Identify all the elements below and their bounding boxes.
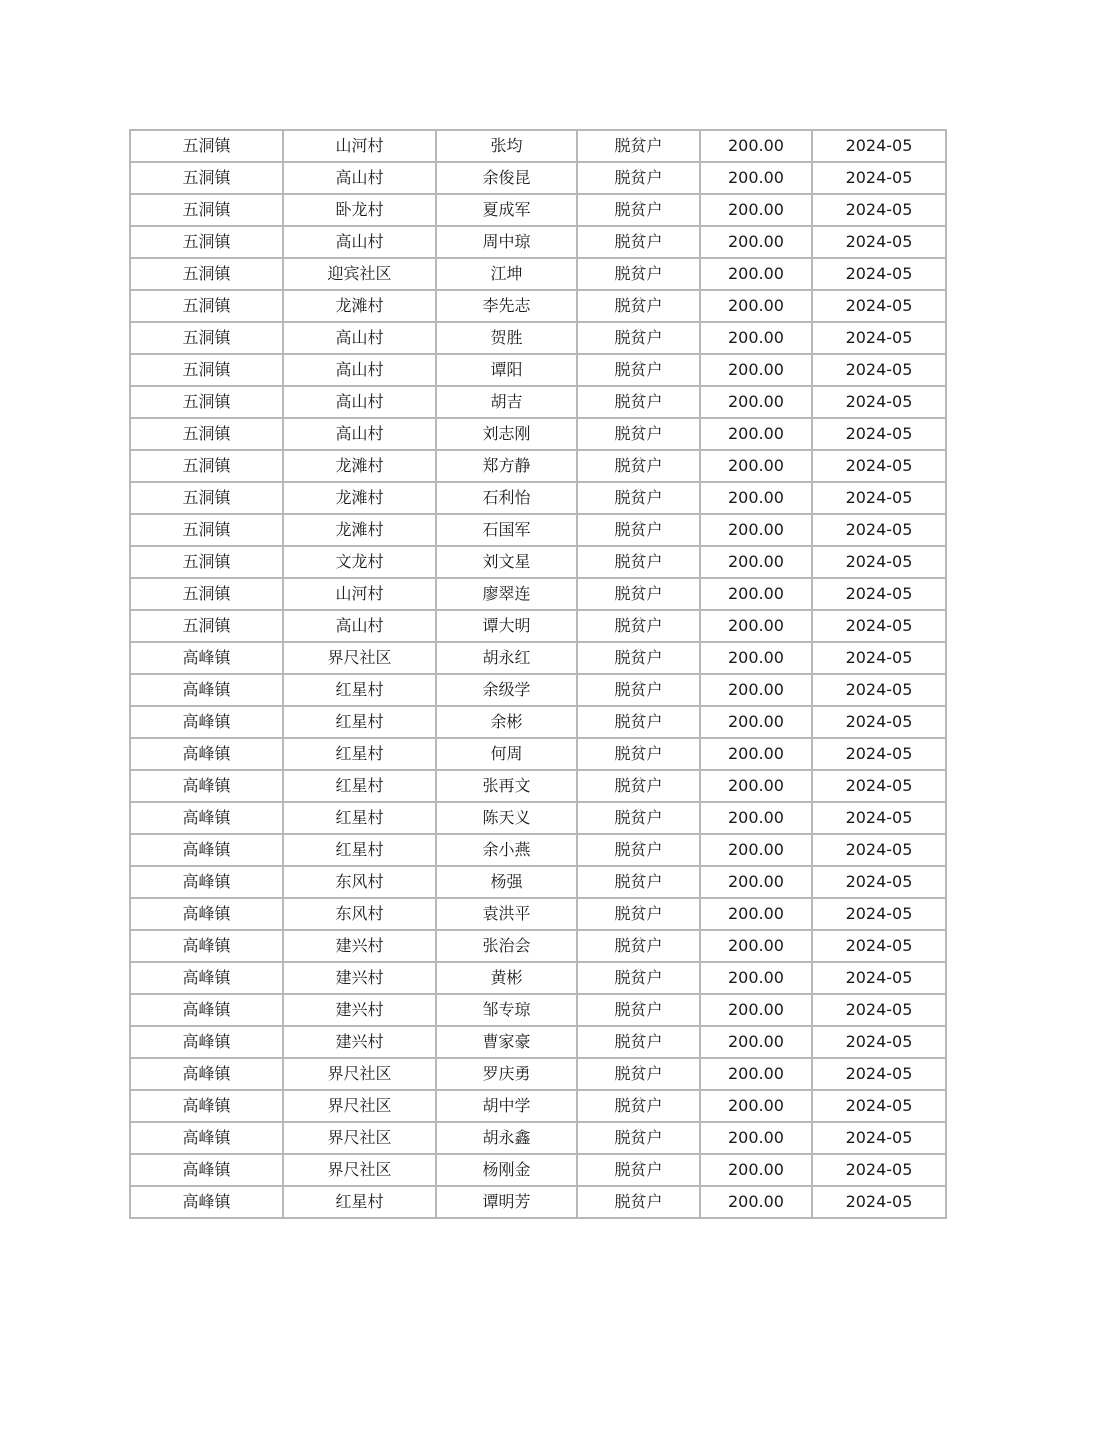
date-cell: 2024-05 [812, 386, 946, 418]
date-cell: 2024-05 [812, 194, 946, 226]
date-cell: 2024-05 [812, 450, 946, 482]
date-cell: 2024-05 [812, 962, 946, 994]
amount-cell: 200.00 [700, 642, 812, 674]
table-row [130, 1090, 946, 1122]
name-cell: 江坤 [436, 258, 577, 290]
village-cell: 界尺社区 [283, 1122, 436, 1154]
date-cell: 2024-05 [812, 610, 946, 642]
table-row [130, 1026, 946, 1058]
date-cell: 2024-05 [812, 770, 946, 802]
household-type-cell: 脱贫户 [577, 194, 700, 226]
village-cell: 红星村 [283, 1186, 436, 1218]
amount-cell: 200.00 [700, 482, 812, 514]
village-cell: 红星村 [283, 738, 436, 770]
name-cell: 郑方静 [436, 450, 577, 482]
date-cell: 2024-05 [812, 1090, 946, 1122]
name-cell: 曹家豪 [436, 1026, 577, 1058]
table-row [130, 322, 946, 354]
table-row [130, 162, 946, 194]
town-cell: 五洞镇 [130, 226, 283, 258]
village-cell: 高山村 [283, 386, 436, 418]
table-row [130, 290, 946, 322]
town-cell: 五洞镇 [130, 450, 283, 482]
amount-cell: 200.00 [700, 354, 812, 386]
date-cell: 2024-05 [812, 898, 946, 930]
town-cell: 高峰镇 [130, 898, 283, 930]
date-cell: 2024-05 [812, 930, 946, 962]
name-cell: 余级学 [436, 674, 577, 706]
amount-cell: 200.00 [700, 866, 812, 898]
amount-cell: 200.00 [700, 1090, 812, 1122]
household-type-cell: 脱贫户 [577, 418, 700, 450]
name-cell: 胡中学 [436, 1090, 577, 1122]
town-cell: 五洞镇 [130, 194, 283, 226]
table-row [130, 418, 946, 450]
date-cell: 2024-05 [812, 994, 946, 1026]
name-cell: 邹专琼 [436, 994, 577, 1026]
amount-cell: 200.00 [700, 610, 812, 642]
name-cell: 贺胜 [436, 322, 577, 354]
table-row [130, 898, 946, 930]
household-type-cell: 脱贫户 [577, 290, 700, 322]
household-type-cell: 脱贫户 [577, 610, 700, 642]
amount-cell: 200.00 [700, 1058, 812, 1090]
village-cell: 高山村 [283, 610, 436, 642]
town-cell: 高峰镇 [130, 930, 283, 962]
records-table [129, 129, 947, 1219]
village-cell: 东风村 [283, 898, 436, 930]
amount-cell: 200.00 [700, 290, 812, 322]
town-cell: 五洞镇 [130, 610, 283, 642]
name-cell: 谭大明 [436, 610, 577, 642]
amount-cell: 200.00 [700, 450, 812, 482]
table-row [130, 578, 946, 610]
town-cell: 五洞镇 [130, 514, 283, 546]
table-row [130, 1122, 946, 1154]
town-cell: 高峰镇 [130, 770, 283, 802]
village-cell: 界尺社区 [283, 642, 436, 674]
table-row [130, 514, 946, 546]
name-cell: 余小燕 [436, 834, 577, 866]
town-cell: 高峰镇 [130, 1090, 283, 1122]
date-cell: 2024-05 [812, 258, 946, 290]
name-cell: 胡永鑫 [436, 1122, 577, 1154]
amount-cell: 200.00 [700, 674, 812, 706]
amount-cell: 200.00 [700, 226, 812, 258]
table-row [130, 994, 946, 1026]
village-cell: 高山村 [283, 322, 436, 354]
town-cell: 高峰镇 [130, 834, 283, 866]
town-cell: 五洞镇 [130, 546, 283, 578]
table-row [130, 866, 946, 898]
date-cell: 2024-05 [812, 1154, 946, 1186]
table-row [130, 1154, 946, 1186]
table-row [130, 194, 946, 226]
amount-cell: 200.00 [700, 322, 812, 354]
household-type-cell: 脱贫户 [577, 898, 700, 930]
date-cell: 2024-05 [812, 290, 946, 322]
name-cell: 杨强 [436, 866, 577, 898]
village-cell: 高山村 [283, 226, 436, 258]
name-cell: 余彬 [436, 706, 577, 738]
household-type-cell: 脱贫户 [577, 482, 700, 514]
household-type-cell: 脱贫户 [577, 130, 700, 162]
date-cell: 2024-05 [812, 674, 946, 706]
household-type-cell: 脱贫户 [577, 162, 700, 194]
household-type-cell: 脱贫户 [577, 866, 700, 898]
village-cell: 龙滩村 [283, 482, 436, 514]
village-cell: 建兴村 [283, 994, 436, 1026]
date-cell: 2024-05 [812, 1186, 946, 1218]
amount-cell: 200.00 [700, 194, 812, 226]
amount-cell: 200.00 [700, 258, 812, 290]
village-cell: 界尺社区 [283, 1090, 436, 1122]
amount-cell: 200.00 [700, 834, 812, 866]
household-type-cell: 脱贫户 [577, 1154, 700, 1186]
date-cell: 2024-05 [812, 354, 946, 386]
household-type-cell: 脱贫户 [577, 802, 700, 834]
household-type-cell: 脱贫户 [577, 1026, 700, 1058]
amount-cell: 200.00 [700, 930, 812, 962]
date-cell: 2024-05 [812, 866, 946, 898]
date-cell: 2024-05 [812, 514, 946, 546]
name-cell: 周中琼 [436, 226, 577, 258]
town-cell: 五洞镇 [130, 578, 283, 610]
household-type-cell: 脱贫户 [577, 770, 700, 802]
town-cell: 高峰镇 [130, 1122, 283, 1154]
village-cell: 红星村 [283, 706, 436, 738]
name-cell: 张治会 [436, 930, 577, 962]
date-cell: 2024-05 [812, 642, 946, 674]
household-type-cell: 脱贫户 [577, 674, 700, 706]
amount-cell: 200.00 [700, 162, 812, 194]
town-cell: 高峰镇 [130, 738, 283, 770]
household-type-cell: 脱贫户 [577, 354, 700, 386]
town-cell: 高峰镇 [130, 674, 283, 706]
household-type-cell: 脱贫户 [577, 834, 700, 866]
household-type-cell: 脱贫户 [577, 1058, 700, 1090]
date-cell: 2024-05 [812, 162, 946, 194]
date-cell: 2024-05 [812, 1058, 946, 1090]
amount-cell: 200.00 [700, 418, 812, 450]
name-cell: 谭阳 [436, 354, 577, 386]
name-cell: 罗庆勇 [436, 1058, 577, 1090]
table-row [130, 450, 946, 482]
town-cell: 五洞镇 [130, 258, 283, 290]
household-type-cell: 脱贫户 [577, 514, 700, 546]
town-cell: 五洞镇 [130, 322, 283, 354]
date-cell: 2024-05 [812, 1122, 946, 1154]
household-type-cell: 脱贫户 [577, 226, 700, 258]
name-cell: 杨刚金 [436, 1154, 577, 1186]
household-type-cell: 脱贫户 [577, 706, 700, 738]
household-type-cell: 脱贫户 [577, 258, 700, 290]
name-cell: 张再文 [436, 770, 577, 802]
table-row [130, 354, 946, 386]
town-cell: 五洞镇 [130, 418, 283, 450]
date-cell: 2024-05 [812, 802, 946, 834]
name-cell: 石利怡 [436, 482, 577, 514]
table-row [130, 706, 946, 738]
household-type-cell: 脱贫户 [577, 962, 700, 994]
table-row [130, 738, 946, 770]
household-type-cell: 脱贫户 [577, 1122, 700, 1154]
records-table-body [130, 130, 946, 1218]
village-cell: 高山村 [283, 354, 436, 386]
table-row [130, 930, 946, 962]
village-cell: 山河村 [283, 578, 436, 610]
name-cell: 夏成军 [436, 194, 577, 226]
village-cell: 界尺社区 [283, 1058, 436, 1090]
table-row [130, 226, 946, 258]
village-cell: 高山村 [283, 162, 436, 194]
town-cell: 高峰镇 [130, 994, 283, 1026]
village-cell: 龙滩村 [283, 450, 436, 482]
table-row [130, 546, 946, 578]
name-cell: 刘志刚 [436, 418, 577, 450]
name-cell: 黄彬 [436, 962, 577, 994]
town-cell: 五洞镇 [130, 130, 283, 162]
table-row [130, 674, 946, 706]
name-cell: 胡永红 [436, 642, 577, 674]
village-cell: 建兴村 [283, 962, 436, 994]
table-row [130, 834, 946, 866]
date-cell: 2024-05 [812, 1026, 946, 1058]
village-cell: 红星村 [283, 802, 436, 834]
town-cell: 五洞镇 [130, 162, 283, 194]
household-type-cell: 脱贫户 [577, 578, 700, 610]
name-cell: 何周 [436, 738, 577, 770]
name-cell: 谭明芳 [436, 1186, 577, 1218]
village-cell: 红星村 [283, 834, 436, 866]
amount-cell: 200.00 [700, 706, 812, 738]
household-type-cell: 脱贫户 [577, 450, 700, 482]
table-row [130, 610, 946, 642]
table-row [130, 1186, 946, 1218]
town-cell: 高峰镇 [130, 962, 283, 994]
village-cell: 龙滩村 [283, 290, 436, 322]
amount-cell: 200.00 [700, 546, 812, 578]
amount-cell: 200.00 [700, 1122, 812, 1154]
amount-cell: 200.00 [700, 770, 812, 802]
name-cell: 张均 [436, 130, 577, 162]
amount-cell: 200.00 [700, 1026, 812, 1058]
name-cell: 刘文星 [436, 546, 577, 578]
date-cell: 2024-05 [812, 226, 946, 258]
town-cell: 高峰镇 [130, 866, 283, 898]
table-row [130, 386, 946, 418]
town-cell: 五洞镇 [130, 354, 283, 386]
date-cell: 2024-05 [812, 578, 946, 610]
table-row [130, 482, 946, 514]
household-type-cell: 脱贫户 [577, 930, 700, 962]
village-cell: 界尺社区 [283, 1154, 436, 1186]
village-cell: 东风村 [283, 866, 436, 898]
amount-cell: 200.00 [700, 962, 812, 994]
household-type-cell: 脱贫户 [577, 322, 700, 354]
date-cell: 2024-05 [812, 482, 946, 514]
household-type-cell: 脱贫户 [577, 1186, 700, 1218]
village-cell: 文龙村 [283, 546, 436, 578]
table-row [130, 642, 946, 674]
village-cell: 建兴村 [283, 930, 436, 962]
village-cell: 迎宾社区 [283, 258, 436, 290]
name-cell: 石国军 [436, 514, 577, 546]
name-cell: 李先志 [436, 290, 577, 322]
village-cell: 红星村 [283, 674, 436, 706]
date-cell: 2024-05 [812, 130, 946, 162]
table-row [130, 962, 946, 994]
town-cell: 高峰镇 [130, 706, 283, 738]
village-cell: 龙滩村 [283, 514, 436, 546]
amount-cell: 200.00 [700, 578, 812, 610]
table-row [130, 770, 946, 802]
household-type-cell: 脱贫户 [577, 738, 700, 770]
date-cell: 2024-05 [812, 546, 946, 578]
date-cell: 2024-05 [812, 322, 946, 354]
amount-cell: 200.00 [700, 130, 812, 162]
amount-cell: 200.00 [700, 386, 812, 418]
town-cell: 高峰镇 [130, 1058, 283, 1090]
town-cell: 五洞镇 [130, 290, 283, 322]
name-cell: 陈天义 [436, 802, 577, 834]
name-cell: 胡吉 [436, 386, 577, 418]
household-type-cell: 脱贫户 [577, 386, 700, 418]
village-cell: 卧龙村 [283, 194, 436, 226]
household-type-cell: 脱贫户 [577, 1090, 700, 1122]
town-cell: 高峰镇 [130, 1026, 283, 1058]
amount-cell: 200.00 [700, 1154, 812, 1186]
amount-cell: 200.00 [700, 802, 812, 834]
table-row [130, 1058, 946, 1090]
date-cell: 2024-05 [812, 706, 946, 738]
date-cell: 2024-05 [812, 418, 946, 450]
amount-cell: 200.00 [700, 1186, 812, 1218]
household-type-cell: 脱贫户 [577, 642, 700, 674]
name-cell: 袁洪平 [436, 898, 577, 930]
table-row [130, 802, 946, 834]
town-cell: 高峰镇 [130, 1154, 283, 1186]
town-cell: 五洞镇 [130, 386, 283, 418]
household-type-cell: 脱贫户 [577, 994, 700, 1026]
town-cell: 高峰镇 [130, 642, 283, 674]
town-cell: 五洞镇 [130, 482, 283, 514]
date-cell: 2024-05 [812, 834, 946, 866]
household-type-cell: 脱贫户 [577, 546, 700, 578]
name-cell: 余俊昆 [436, 162, 577, 194]
amount-cell: 200.00 [700, 994, 812, 1026]
table-row [130, 130, 946, 162]
town-cell: 高峰镇 [130, 802, 283, 834]
date-cell: 2024-05 [812, 738, 946, 770]
village-cell: 建兴村 [283, 1026, 436, 1058]
amount-cell: 200.00 [700, 898, 812, 930]
village-cell: 红星村 [283, 770, 436, 802]
name-cell: 廖翠连 [436, 578, 577, 610]
town-cell: 高峰镇 [130, 1186, 283, 1218]
amount-cell: 200.00 [700, 738, 812, 770]
amount-cell: 200.00 [700, 514, 812, 546]
village-cell: 山河村 [283, 130, 436, 162]
table-row [130, 258, 946, 290]
village-cell: 高山村 [283, 418, 436, 450]
